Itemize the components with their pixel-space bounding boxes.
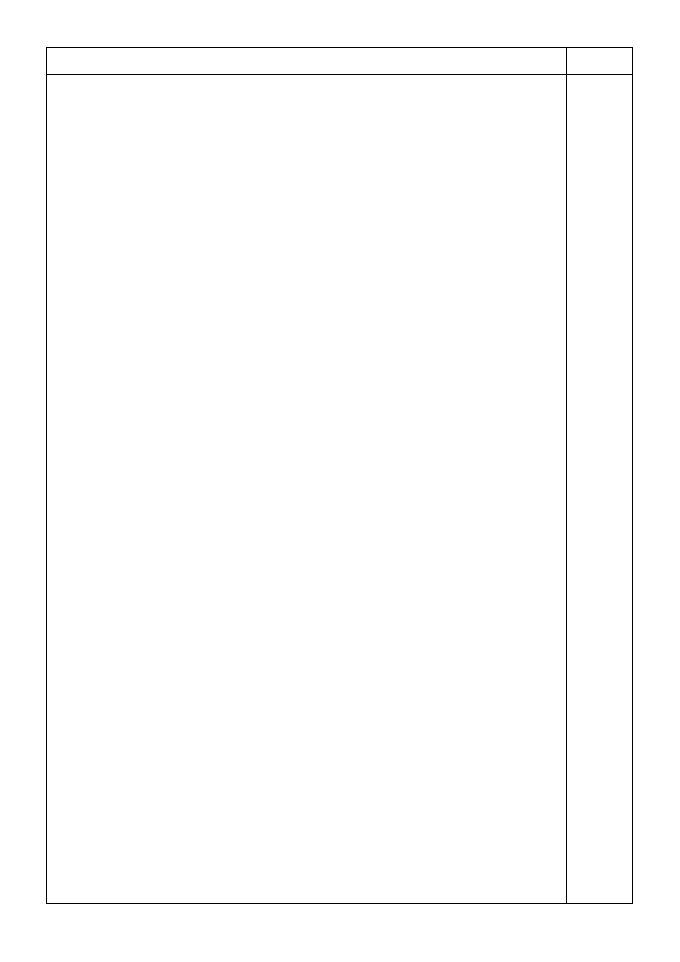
- personnel-table: [46, 47, 633, 904]
- column-divider: [566, 48, 567, 903]
- table-header: [47, 48, 632, 75]
